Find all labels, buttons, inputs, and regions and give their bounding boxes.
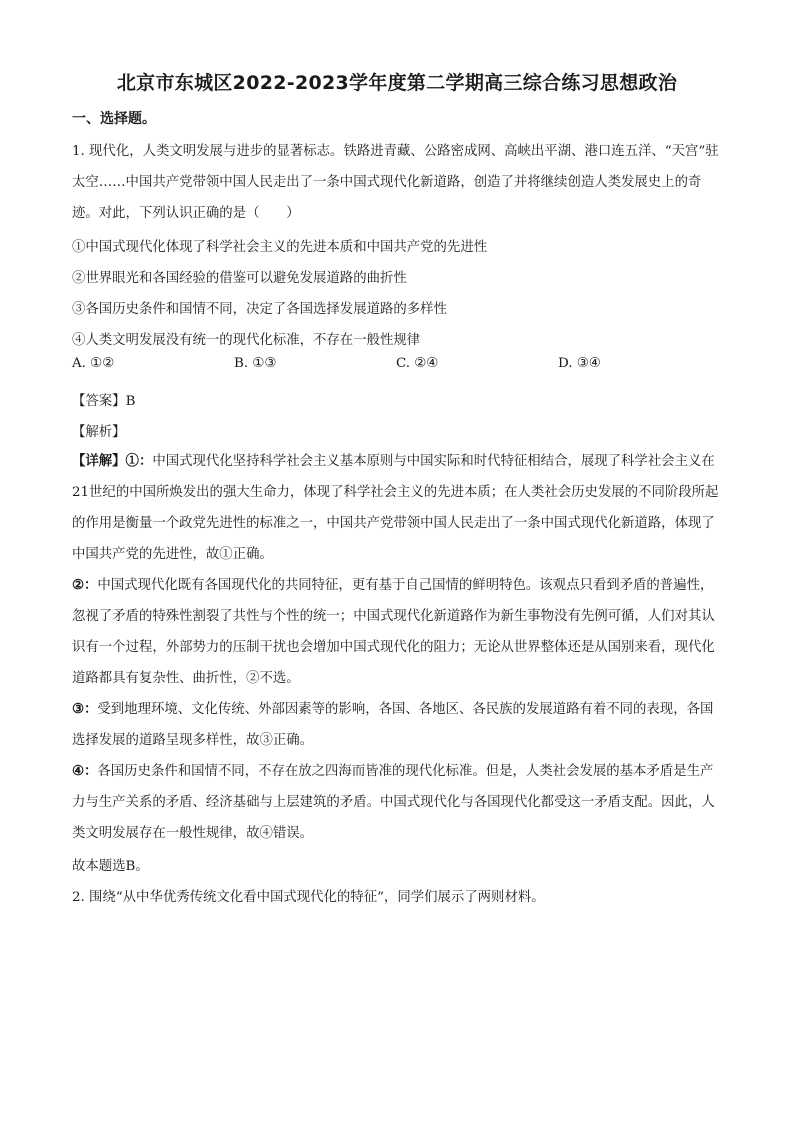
question-1-stem: 1. 现代化，人类文明发展与进步的显著标志。铁路进青藏、公路密成网、高峡出平湖、港口连五洋、“天宫”驻太空……中国共产党带领中国人民走出了一条中国式现代化新道路，创造了并将继续创造人类发展史上的奇迹。对此，下列认识正确的是（ ） (72, 144, 719, 221)
detail-paragraph-2 (72, 570, 722, 694)
option-b: B. ①③ (234, 356, 277, 371)
statement-3: ③各国历史条件和国情不同，决定了各国选择发展道路的多样性 (72, 302, 447, 317)
option-a: A. ①② (72, 356, 115, 371)
detail-3-label: ③： (72, 701, 98, 717)
detail-text-1: 中国式现代化坚持科学社会主义基本原则与中国实际和时代特征相结合，展现了科学社会主义在21世纪的中国所焕发出的强大生命力，体现了科学社会主义的先进本质；在人类社会历史发展的不同阶段所起的作用是衡量一个政党先进性的标准之一，中国共产党带领中国人民走出了一条中国式现代化新道路，体现了中国共产党的先进性，故①正确。 (72, 454, 719, 562)
detail-text-3: 受到地理环境、文化传统、外部因素等的影响，各国、各地区、各民族的发展道路有着不同的表现，各国选择发展的道路呈现多样性，故③正确。 (72, 702, 714, 748)
detail-2-label: ②： (72, 577, 98, 593)
detail-text-4: 各国历史条件和国情不同，不存在放之四海而皆准的现代化标准。但是，人类社会发展的基本矛盾是生产力与生产关系的矛盾、经济基础与上层建筑的矛盾。中国式现代化与各国现代化都受这一矛盾支配。因此，人类文明发展存在一般性规律，故④错误。 (72, 764, 715, 841)
statement-1: ①中国式现代化体现了科学社会主义的先进本质和中国共产党的先进性 (72, 240, 488, 255)
detail-label: 【详解】①： (72, 453, 153, 469)
detail-4-label: ④： (72, 763, 98, 779)
statement-4: ④人类文明发展没有统一的现代化标准，不存在一般性规律 (72, 333, 421, 348)
detail-paragraph-3 (72, 694, 722, 756)
answer-options (72, 356, 722, 378)
document-title: 北京市东城区2022-2023学年度第二学期高三综合练习思想政治 (116, 72, 678, 94)
option-c: C. ②④ (396, 356, 439, 371)
analysis-label: 【解析】 (72, 425, 126, 440)
answer-line (72, 390, 135, 409)
option-d: D. ③④ (558, 356, 601, 371)
section-heading: 一、选择题。 (72, 111, 156, 127)
conclusion: 故本题选B。 (72, 859, 149, 874)
answer-value: B (125, 394, 136, 409)
answer-label: 【答案】 (72, 394, 126, 409)
detail-text-2: 中国式现代化既有各国现代化的共同特征，更有基于自己国情的鲜明特色。该观点只看到矛盾的普遍性，忽视了矛盾的特殊性割裂了共性与个性的统一；中国式现代化新道路作为新生事物没有先例可循，人们对其认识有一个过程，外部势力的压制干扰也会增加中国式现代化的阻力；无论从世界整体还是从国别来看，现代化道路都具有复杂性、曲折性，②不选。 (72, 578, 715, 686)
statement-2: ②世界眼光和各国经验的借鉴可以避免发展道路的曲折性 (72, 271, 407, 286)
detail-paragraph-4 (72, 756, 722, 849)
detail-paragraph-1 (72, 446, 722, 570)
question-2-stem: 2. 围绕“从中华优秀传统文化看中国式现代化的特征”，同学们展示了两则材料。 (72, 890, 545, 905)
